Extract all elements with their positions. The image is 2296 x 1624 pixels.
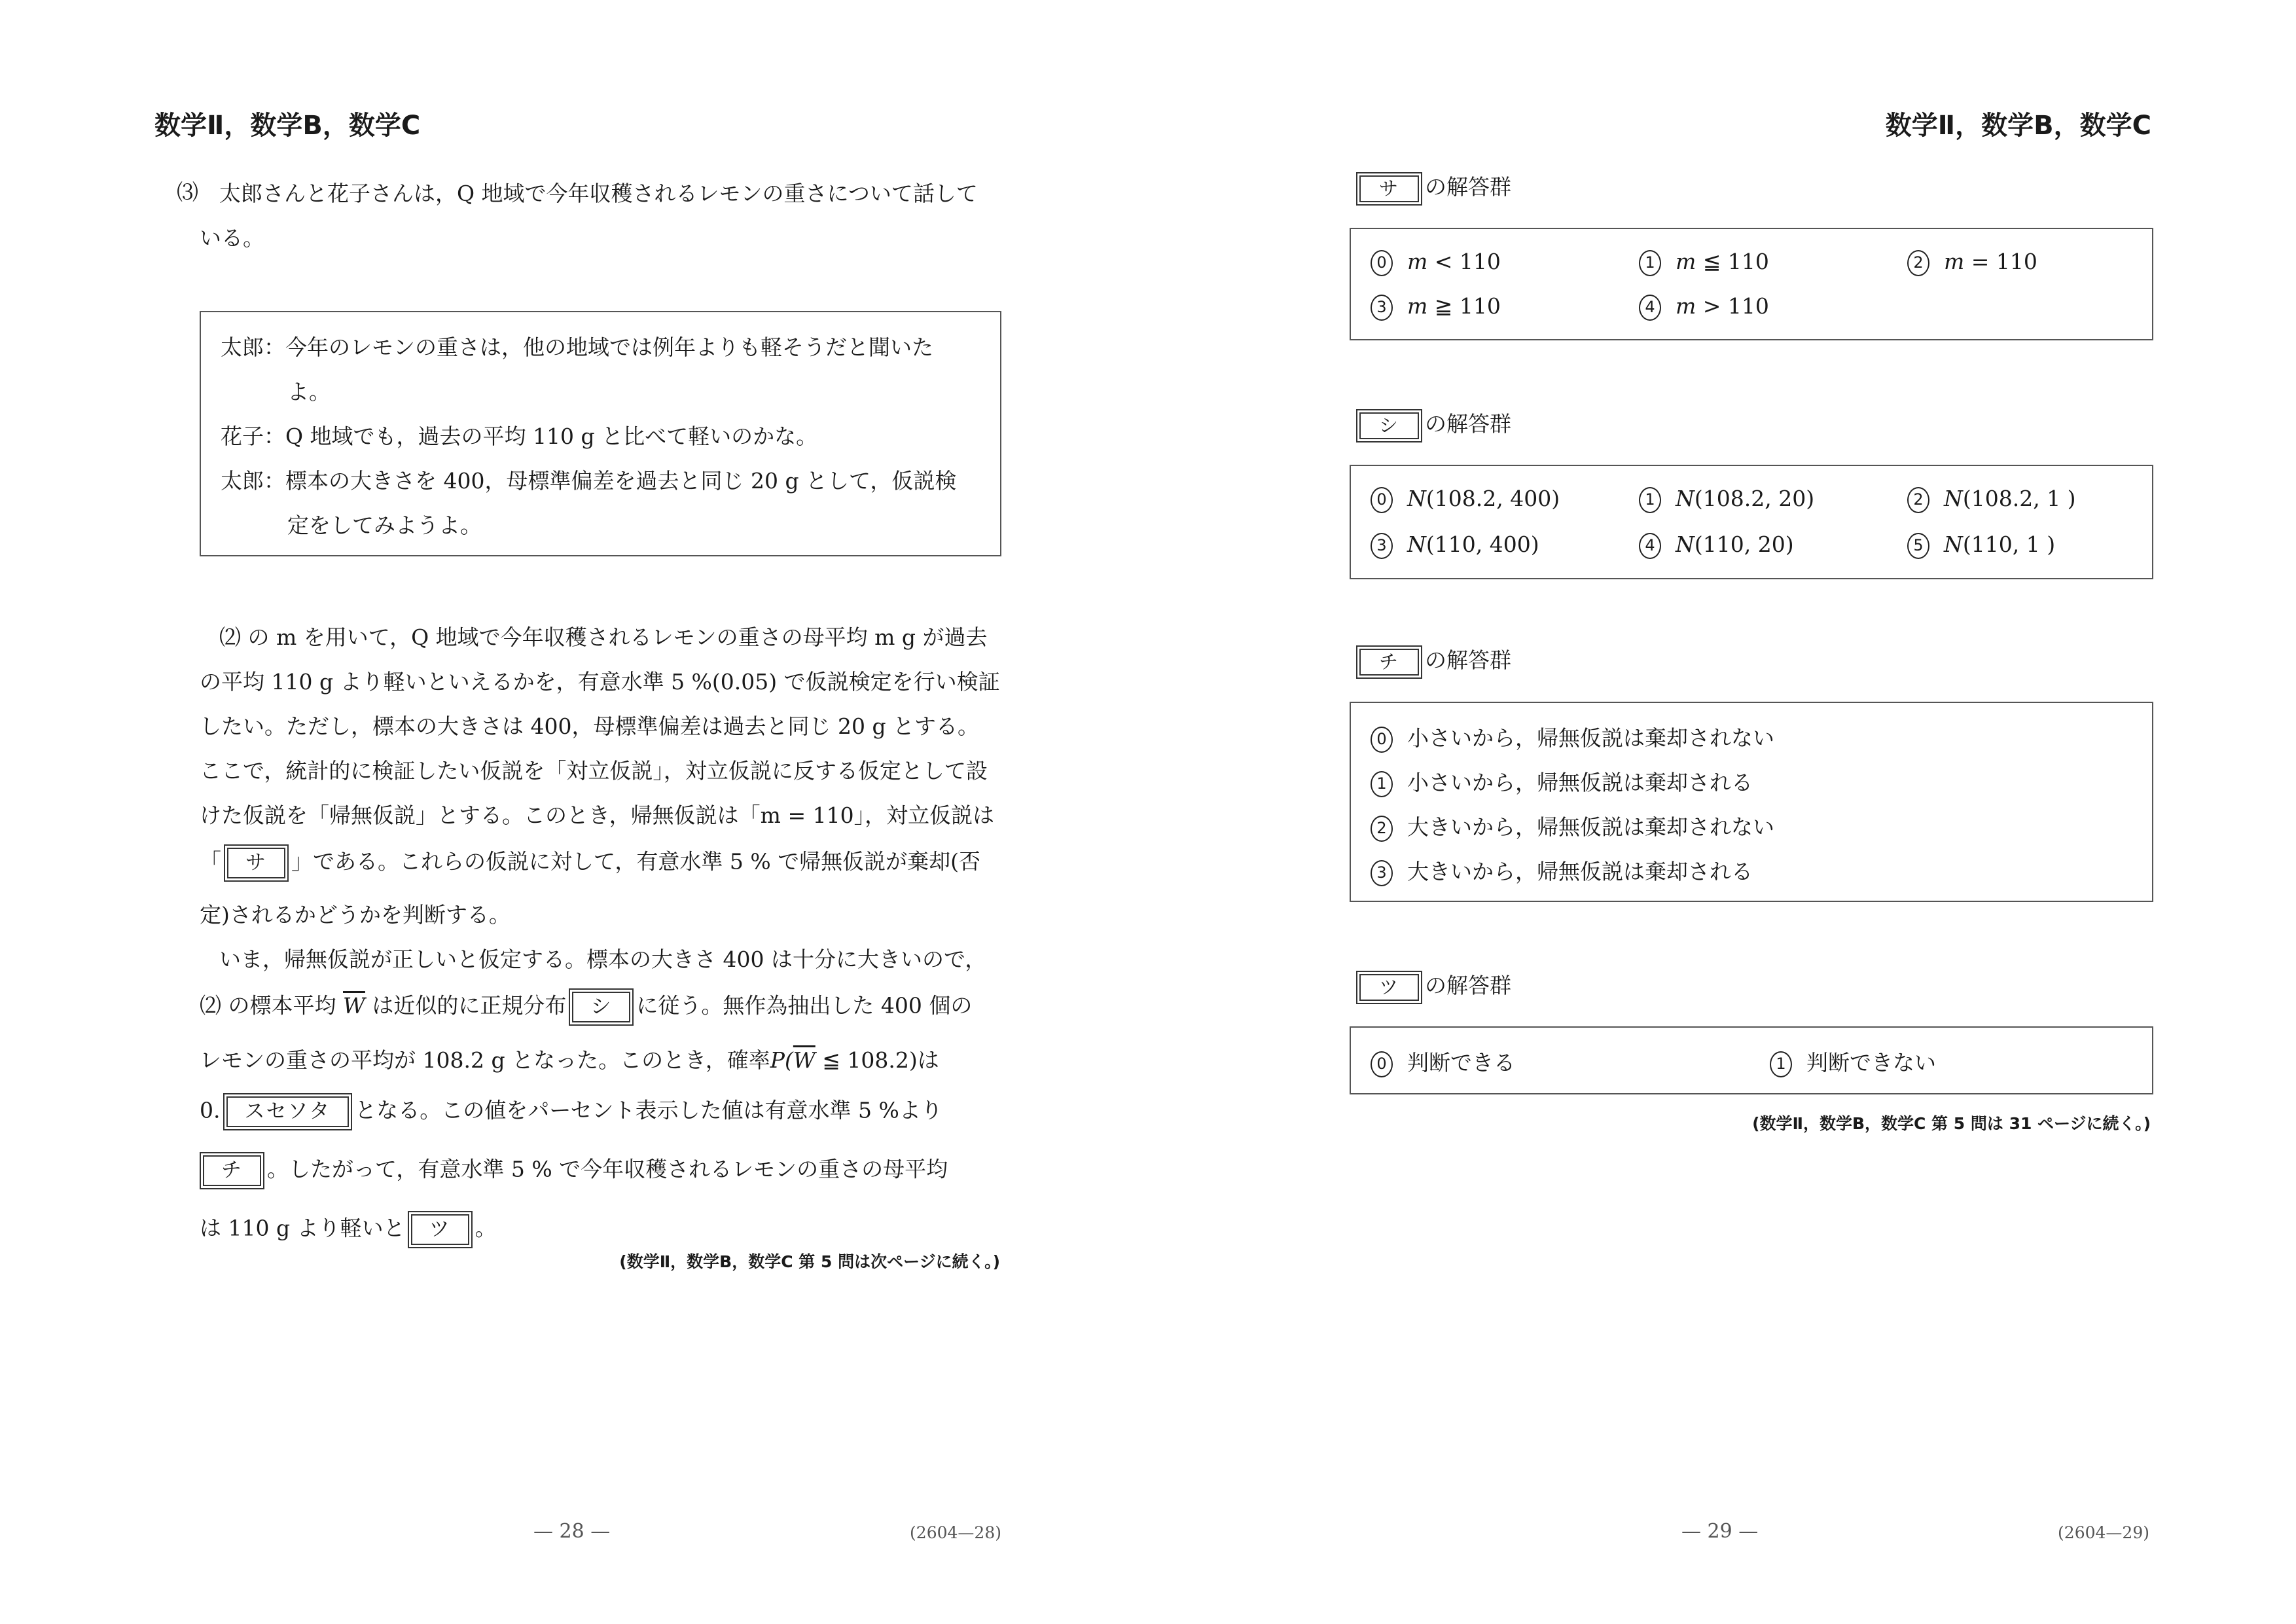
answer-group-shi <box>1350 465 2153 579</box>
option-text: 小さいから，帰無仮説は棄却されない <box>1407 725 1774 751</box>
body-text: レモンの重さの平均が 108.2 g となった。このとき，確率 <box>200 1047 770 1073</box>
answer-group-label-chi <box>1356 643 1511 679</box>
question-line-2: いる。 <box>200 225 264 251</box>
body-text: 」である。これらの仮説に対して，有意水準 5 % で帰無仮説が棄却(否 <box>291 848 981 875</box>
answer-box-sa-ref <box>1356 172 1422 206</box>
answer-group-suffix: の解答群 <box>1425 973 1512 998</box>
answer-group-label-shi <box>1356 407 1511 442</box>
option-shi-4[interactable] <box>1639 532 1794 559</box>
body-text: ⑵ の標本平均 <box>200 992 336 1019</box>
option-var: N <box>1944 486 1963 511</box>
option-text: (108.2, 400) <box>1426 486 1560 511</box>
option-text: 判断できる <box>1407 1050 1515 1075</box>
body-line-8: いま，帰無仮説が正しいと仮定する。標本の大きさ 400 は十分に大きいので， <box>219 947 987 972</box>
dialog-line-1 <box>221 331 933 361</box>
option-text: (110, 1 ) <box>1962 532 2056 557</box>
body-text: は近似的に正規分布 <box>372 992 567 1019</box>
option-shi-5[interactable] <box>1907 532 2055 559</box>
body-line-5: けた仮説を「帰無仮説」とする。このとき，帰無仮説は「m = 110」，対立仮説は <box>200 803 995 828</box>
circled-number-icon: 4 <box>1639 533 1661 559</box>
answer-group-tsu <box>1350 1026 2153 1094</box>
option-text: (110, 20) <box>1694 532 1794 557</box>
option-text: ≧ 110 <box>1427 293 1501 319</box>
option-var: N <box>1944 532 1963 557</box>
option-shi-1[interactable] <box>1639 486 1814 513</box>
body-text: 。 <box>475 1215 497 1241</box>
dialog-text: 標本の大きさを 400，母標準偏差を過去と同じ 20 g として，仮説検 <box>285 468 957 494</box>
page-code: (2604—28) <box>910 1523 1001 1542</box>
circled-number-icon: 1 <box>1371 771 1393 797</box>
option-shi-0[interactable] <box>1371 486 1560 513</box>
option-sa-0[interactable] <box>1371 249 1501 276</box>
option-text: (108.2, 1 ) <box>1962 486 2076 511</box>
option-chi-1[interactable] <box>1371 766 1753 797</box>
dialog-text: 今年のレモンの重さは，他の地域では例年よりも軽そうだと聞いた <box>285 334 933 360</box>
answer-box-label: チ <box>1359 649 1419 676</box>
right-page <box>1148 0 2296 1624</box>
left-page-header: 数学Ⅱ，数学B，数学C <box>154 111 421 141</box>
page-number: — 29 — <box>1681 1520 1759 1543</box>
circled-number-icon: 4 <box>1639 295 1661 321</box>
answer-box-shi-ref <box>1356 409 1422 442</box>
circled-number-icon: 0 <box>1371 1051 1393 1077</box>
question-intro <box>200 171 1011 261</box>
option-var: N <box>1676 532 1695 557</box>
w-bar-symbol: $\overline{W}$ <box>343 992 365 1019</box>
circled-number-icon: 3 <box>1371 533 1393 559</box>
body-text: 0. <box>200 1097 221 1123</box>
continue-note: (数学Ⅱ，数学B，数学C 第 5 問は 31 ページに続く。) <box>1752 1114 2151 1133</box>
answer-box-tsu[interactable] <box>408 1211 473 1248</box>
body-line-12 <box>200 1152 1011 1189</box>
answer-box-susetota[interactable] <box>223 1093 353 1130</box>
w-bar-symbol: $\overline{W}$ <box>793 1047 816 1073</box>
option-sa-2[interactable] <box>1907 249 2037 276</box>
answer-box-label: サ <box>227 848 285 878</box>
right-page-header: 数学Ⅱ，数学B，数学C <box>1885 111 2151 141</box>
circled-number-icon: 3 <box>1371 295 1393 321</box>
circled-number-icon: 1 <box>1639 250 1661 276</box>
dialog-line-1-cont: よ。 <box>287 379 331 405</box>
body-text: となる。この値をパーセント表示した値は有意水準 5 %より <box>355 1097 942 1123</box>
answer-group-sa <box>1350 228 2153 340</box>
option-sa-1[interactable] <box>1639 249 1769 276</box>
body-text: 。したがって，有意水準 5 % で今年収穫されるレモンの重さの母平均 <box>267 1156 948 1182</box>
answer-box-label: チ <box>203 1155 261 1186</box>
option-var: N <box>1676 486 1695 511</box>
body-line-10 <box>200 1043 1011 1074</box>
option-var: m <box>1676 293 1696 319</box>
circled-number-icon: 1 <box>1770 1051 1792 1077</box>
answer-group-label-tsu <box>1356 969 1511 1004</box>
answer-group-suffix: の解答群 <box>1425 411 1512 437</box>
option-shi-3[interactable] <box>1371 532 1539 559</box>
answer-box-chi[interactable] <box>200 1152 264 1189</box>
body-text: ≦ 108.2)は <box>815 1047 939 1073</box>
answer-box-shi[interactable] <box>569 988 634 1026</box>
option-chi-0[interactable] <box>1371 721 1774 753</box>
body-text: は 110 g より軽いと <box>200 1215 405 1241</box>
body-line-3: したい。ただし，標本の大きさは 400，母標準偏差は過去と同じ 20 g とする。 <box>200 713 980 739</box>
circled-number-icon: 2 <box>1907 487 1929 513</box>
question-number: ⑶ <box>177 179 198 205</box>
option-text: 大きいから，帰無仮説は棄却されない <box>1407 814 1774 840</box>
option-var: m <box>1676 249 1696 274</box>
body-line-4: ここで，統計的に検証したい仮説を「対立仮説」，対立仮説に反する仮定として設 <box>200 758 988 784</box>
body-line-6 <box>200 844 1011 882</box>
circled-number-icon: 2 <box>1371 816 1393 842</box>
option-var: N <box>1407 486 1426 511</box>
answer-box-label: シ <box>572 992 630 1022</box>
answer-box-label: シ <box>1359 412 1419 439</box>
body-line-2: の平均 110 g より軽いといえるかを，有意水準 5 %(0.05) で仮説検定を行い検証 <box>200 669 1000 695</box>
option-var: m <box>1944 249 1965 274</box>
circled-number-icon: 0 <box>1371 250 1393 276</box>
dialog-speaker-taro: 太郎： <box>221 334 285 360</box>
dialog-line-3-cont: 定をしてみようよ。 <box>287 513 482 538</box>
option-text: 大きいから，帰無仮説は棄却される <box>1407 859 1753 884</box>
page-code: (2604—29) <box>2058 1523 2149 1542</box>
continue-note: (数学Ⅱ，数学B，数学C 第 5 問は次ページに続く。) <box>619 1252 1000 1271</box>
option-text: 小さいから，帰無仮説は棄却される <box>1407 770 1753 795</box>
option-text: > 110 <box>1696 293 1769 319</box>
circled-number-icon: 0 <box>1371 727 1393 753</box>
answer-group-label-sa <box>1356 170 1511 206</box>
option-chi-2[interactable] <box>1371 810 1774 842</box>
body-line-13 <box>200 1211 1011 1248</box>
answer-box-label: ツ <box>411 1214 469 1245</box>
question-line-1: 太郎さんと花子さんは，Q 地域で今年収穫されるレモンの重さについて話して <box>219 181 978 206</box>
option-tsu-0[interactable] <box>1371 1046 1515 1077</box>
probability-p: P( <box>770 1047 793 1073</box>
option-sa-3[interactable] <box>1371 293 1501 321</box>
answer-box-label: サ <box>1359 175 1419 202</box>
dialog-box <box>200 311 1001 556</box>
answer-group-suffix: の解答群 <box>1425 647 1512 673</box>
option-text: (108.2, 20) <box>1694 486 1815 511</box>
answer-box-sa[interactable] <box>224 844 289 882</box>
dialog-speaker-hanako: 花子： <box>221 424 285 449</box>
body-text: 「 <box>200 848 221 875</box>
circled-number-icon: 0 <box>1371 487 1393 513</box>
dialog-text: Q 地域でも，過去の平均 110 g と比べて軽いのかな。 <box>285 424 818 449</box>
body-text: に従う。無作為抽出した 400 個の <box>636 992 973 1019</box>
answer-group-chi <box>1350 702 2153 902</box>
option-text: = 110 <box>1964 249 2037 274</box>
option-chi-3[interactable] <box>1371 855 1753 886</box>
page-number: — 28 — <box>533 1520 611 1543</box>
answer-group-suffix: の解答群 <box>1425 174 1512 200</box>
option-var: N <box>1407 532 1426 557</box>
dialog-line-3 <box>221 464 956 495</box>
answer-box-label: ツ <box>1359 974 1419 1001</box>
circled-number-icon: 3 <box>1371 860 1393 886</box>
body-line-11 <box>200 1093 1011 1130</box>
option-tsu-1[interactable] <box>1770 1046 1936 1077</box>
answer-box-chi-ref <box>1356 645 1422 679</box>
option-text: ≦ 110 <box>1696 249 1769 274</box>
option-var: m <box>1407 293 1428 319</box>
answer-box-label: スセソタ <box>226 1096 350 1127</box>
circled-number-icon: 2 <box>1907 250 1929 276</box>
body-line-9 <box>200 988 1011 1026</box>
circled-number-icon: 1 <box>1639 487 1661 513</box>
dialog-line-2 <box>221 420 817 450</box>
answer-box-tsu-ref <box>1356 971 1422 1004</box>
body-line-1: ⑵ の m を用いて，Q 地域で今年収穫されるレモンの重さの母平均 m g が過去 <box>219 624 988 650</box>
option-shi-2[interactable] <box>1907 486 2076 513</box>
option-var: m <box>1407 249 1428 274</box>
circled-number-icon: 5 <box>1907 533 1929 559</box>
option-text: (110, 400) <box>1426 532 1539 557</box>
body-line-7: 定)されるかどうかを判断する。 <box>200 902 511 928</box>
option-text: < 110 <box>1427 249 1501 274</box>
option-text: 判断できない <box>1806 1050 1936 1075</box>
option-sa-4[interactable] <box>1639 293 1769 321</box>
dialog-speaker-taro: 太郎： <box>221 468 285 494</box>
